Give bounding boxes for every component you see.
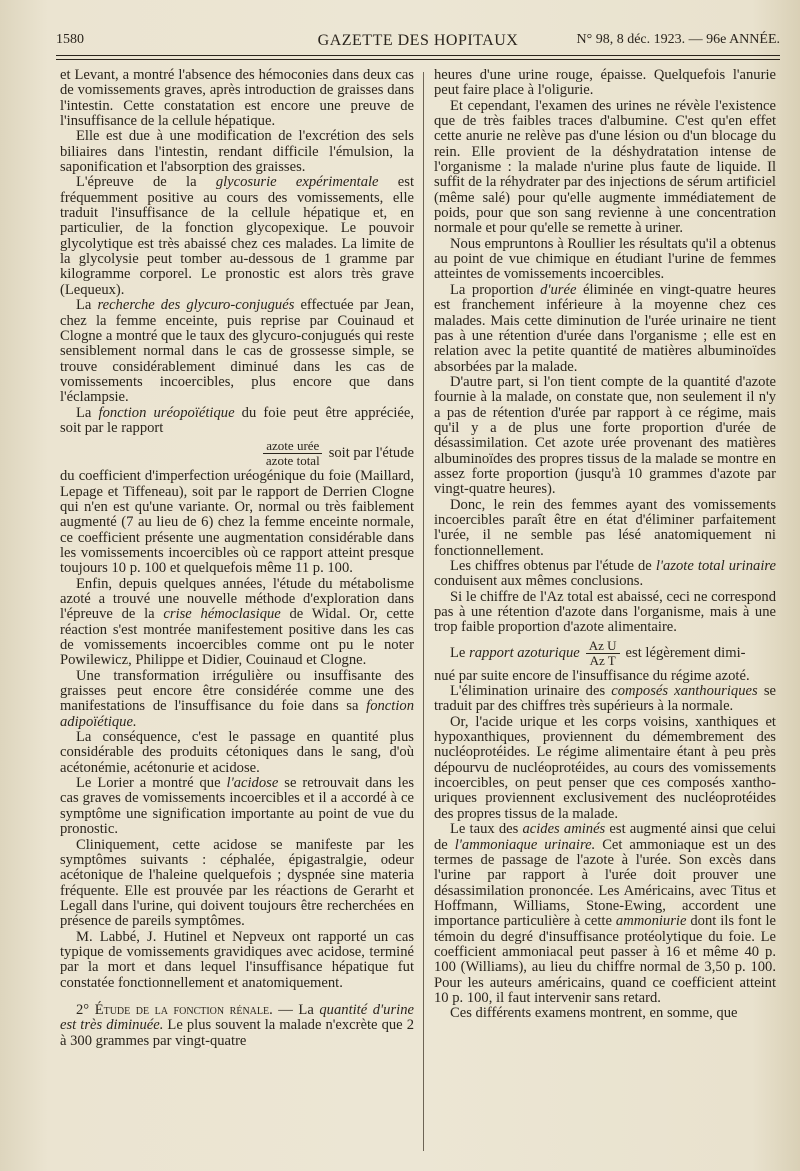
paragraph: Enfin, depuis quelques années, l'étude du métabolisme azoté a trouvé une nouvelle méthode d'exploration dans l'épreuve de la crise hémoclasique de Widal. Or, cette réaction s'est montrée manifestement positive dans les cas de vomissements incoercibles comme ont pu le noter Powilewicz, Philippe et Didier, Couinaud et Clogne.: [60, 575, 414, 669]
formula-line: $\frac{\text{azote urée}}{\text{azote total}}$ soit par l'étude: [60, 439, 414, 468]
azoturic-ratio-fraction: $\frac{\text{Az U}}{\text{Az T}}$: [586, 639, 620, 668]
paragraph: Cliniquement, cette acidose se manifeste par les symptômes suivants : céphalée, épigastralgie, odeur acétonique de l'haleine quelquefois ; dyspnée sine materia fréquente. Elle est prouvée par les réactions de Gerarht et Legall dans l'urine, qui doivent toujours être recherchées en présence de pareils symptômes.: [60, 836, 414, 930]
paragraph: Si le chiffre de l'Az total est abaissé, ceci ne correspond pas à une rétention d'azote dans l'organisme, mais à une trop faible proportion d'azote alimentaire.: [434, 588, 776, 636]
paragraph: Ces différents examens montrent, en somme, que: [450, 1005, 738, 1022]
issue-info: N° 98, 8 déc. 1923. — 96e ANNÉE.: [576, 32, 780, 47]
paragraph: nué par suite encore de l'insuffisance du régime azoté.: [434, 667, 750, 684]
paragraph: La proportion d'urée éliminée en vingt-quatre heures est franchement inférieure à la moyenne chez ces malades. Mais cette diminution de l'urée urinaire ne tient pas à une rétention d'urée dans l'organisme ; elle est en relation avec la petite quantité de matières albuminoïdes absorbées par la malade.: [434, 281, 776, 375]
paragraph: La recherche des glycuro-conjugués effectuée par Jean, chez la femme enceinte, puis reprise par Couinaud et Clogne a montré que le taux des glycuro-conjugués qui reste sensiblement normal dans le cas de grossesse simple, se trouve considérablement diminué dans les cas de vomissements incoercibles, plus encore que dans l'éclampsie.: [60, 297, 414, 406]
header-rule: [56, 55, 780, 56]
column-divider: [423, 72, 424, 1151]
paragraph: du coefficient d'imperfection uréogénique du foie (Maillard, Lepage et Tiffeneau), soit par le rapport de Derrien Clogne qui n'en est qu'une variante. Or, normal ou très faiblement augmenté (7 au lieu de 6) chez la femme enceinte normale, ce coefficient présente une augmentation considérable dans les vomissements incoercibles où ce rapport atteint presque toujours 10 p. 100 et quelquefois même 11 p. 100.: [60, 468, 414, 577]
paragraph: Les chiffres obtenus par l'étude de l'azote total urinaire conduisent aux mêmes conclusions.: [434, 558, 776, 590]
journal-title: GAZETTE DES HOPITAUX: [317, 32, 519, 49]
paragraph: Elle est due à une modification de l'excrétion des sels biliaires dans l'intestin, rendant difficile l'émulsion, la saponification et l'absorption des graisses.: [60, 128, 414, 176]
paragraph: Nous empruntons à Roullier les résultats qu'il a obtenus au point de vue chimique en étudiant l'urine de femmes atteintes de vomissements incoercibles.: [434, 235, 776, 283]
paragraph: et Levant, a montré l'absence des hémoconies dans deux cas de vomissements graves, après introduction de graisses dans l'intestin. Cette constatation est encore une preuve de l'insuffisance de la cellule hépatique.: [60, 68, 414, 130]
paragraph: D'autre part, si l'on tient compte de la quantité d'azote fournie à la malade, on constate que, non seulement il n'y a pas de rétention d'urée par rapport à ce régime, mais qu'il y a de plus une forte proportion d'urée de désassimilation. Cet azote urée provenant des matières albuminoïdes des propres tissus de la malade se montre en assez forte proportion (jusqu'à 10 grammes d'azote par vingt-quatre heures).: [434, 373, 776, 498]
header-rule-thin: [56, 59, 780, 60]
paragraph: Donc, le rein des femmes ayant des vomissements incoercibles paraît être en état d'éliminer parfaitement l'urée, il ne semble pas lésé anatomiquement ni fonctionnellement.: [434, 496, 776, 559]
paragraph: Or, l'acide urique et les corps voisins, xanthiques et hypoxanthiques, proviennent du démembrement des nucléoprotéides. Le régime alimentaire étant à peu près dépourvu de nucléoprotéides, au cours des vomissements incoercibles, on peut penser que ces composés xantho-uriques proviennent exclusivement des nucléoprotéides des propres tissus de la malade.: [434, 713, 776, 822]
paragraph: heures d'une urine rouge, épaisse. Quelquefois l'anurie peut faire place à l'oligurie.: [434, 68, 776, 99]
left-column: [60, 68, 414, 1163]
page-header: [56, 28, 780, 54]
paragraph: La fonction uréopoïétique du foie peut être appréciée, soit par le rapport: [60, 404, 414, 436]
paragraph: L'élimination urinaire des composés xanthouriques se traduit par des chiffres très supérieurs à la normale.: [434, 683, 776, 715]
paragraph: Et cependant, l'examen des urines ne révèle l'existence que de très faibles traces d'albumine. C'est qu'en effet cette anurie ne relève pas d'une lésion ou d'un blocage du rein. Elle provient de la déshydratation intense de l'organisme : la malade n'urine plus faute de liquide. Il suffit de la réhydrater par des injections de sérum artificiel (même salé) pour qu'elle augmente immédiatement de poids, pour que son sang revienne à une concentration normale et pour qu'elle se remette à uriner.: [434, 97, 776, 237]
page-number: 1580: [56, 32, 84, 47]
urea-ratio-fraction: $\frac{\text{azote urée}}{\text{azote total}}$: [263, 439, 323, 468]
paragraph: La conséquence, c'est le passage en quantité plus considérable des produits cétoniques dans le sang, d'où acétonémie, acétonurie et acidose.: [60, 729, 414, 776]
paragraph: M. Labbé, J. Hutinel et Nepveux ont rapporté un cas typique de vomissements gravidiques avec acidose, terminé par la mort et dans lequel l'insuffisance hépatique fut constatée fonctionnellement et anatomiquement.: [60, 928, 414, 991]
paragraph: Une transformation irrégulière ou insuffisante des graisses peut encore être considérée comme une des manifestations de l'insuffisance du foie dans sa fonction adipoïétique.: [60, 667, 414, 730]
paragraph: Le Lorier a montré que l'acidose se retrouvait dans les cas graves de vomissements incoercibles et il a accordé à ce symptôme une signification importante au point de vue du pronostic.: [60, 775, 414, 838]
formula-line: Le rapport azoturique $\frac{\text{Az U}}{\text{Az T}}$ est légèrement dimi-: [450, 637, 746, 668]
paragraph: L'épreuve de la glycosurie expérimentale est fréquemment positive au cours des vomissements, elle traduit l'insuffisance de la cellule hépatique et, en particulier, de la fonction glycopexique. Le pouvoir glycolytique est très abaissé chez ces malades. La limite de la glycolysie peut tomber au-dessous de 1 gramme par kilogramme corporel. Le pronostic est alors très grave (Lequeux).: [60, 174, 414, 298]
section-paragraph: 2° Étude de la fonction rénale. — La quantité d'urine est très diminuée. Le plus souvent la malade n'excrète que 2 à 300 grammes par vingt-quatre: [60, 1001, 414, 1049]
paragraph: Le taux des acides aminés est augmenté ainsi que celui de l'ammoniaque urinaire. Cet ammoniaque est un des termes de passage de l'azote à l'urée. Son excès dans l'urine par rapport à l'urée doit prouver une désassimilation prononcée. Les Américains, avec Titus et Hoffmann, Williams, Stone-Ewing, accordent une importance particulière à cette ammoniurie dont ils font le témoin du degré d'insuffisance protéolytique du foie. Le coefficient ammoniacal peut passer à 16 et même 40 p. 100 (Williams), au lieu du chiffre normal de 3,50 p. 100. Pour les auteurs américains, quand ce coefficient atteint 10 p. 100, il faut intervenir sans retard.: [434, 821, 776, 1006]
right-column: [434, 68, 776, 1163]
